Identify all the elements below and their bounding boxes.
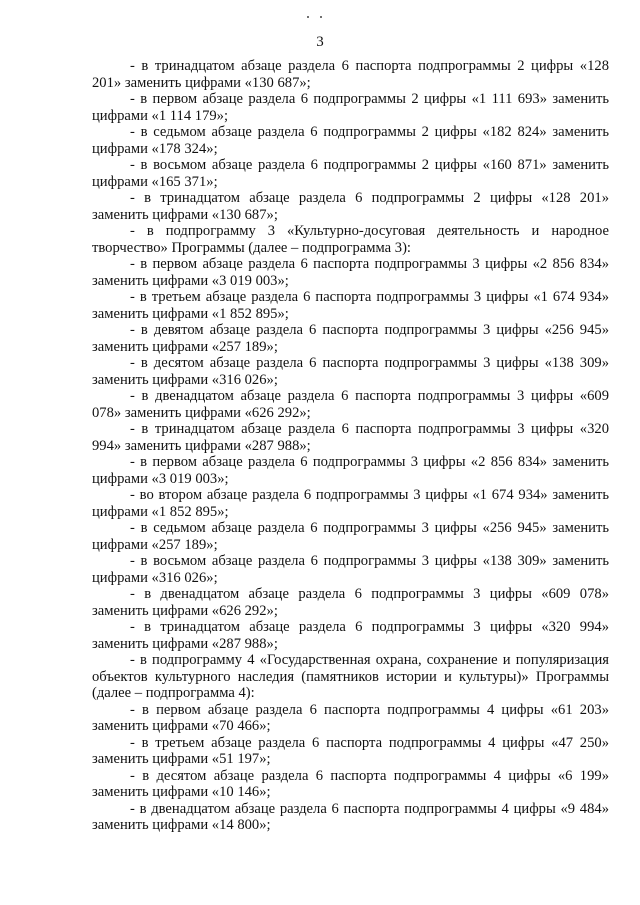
amendment-paragraph: - в седьмом абзаце раздела 6 подпрограммы 2 цифры «182 824» заменить цифрами «178 324»; [92, 124, 609, 157]
amendment-paragraph: - в третьем абзаце раздела 6 паспорта подпрограммы 4 цифры «47 250» заменить цифрами «51 197»; [92, 734, 609, 767]
amendment-paragraph: - в первом абзаце раздела 6 подпрограммы 3 цифры «2 856 834» заменить цифрами «3 019 003»; [92, 454, 609, 487]
amendment-paragraph: - в десятом абзаце раздела 6 паспорта подпрограммы 3 цифры «138 309» заменить цифрами «316 026»; [92, 355, 609, 388]
amendment-paragraph: - во втором абзаце раздела 6 подпрограммы 3 цифры «1 674 934» заменить цифрами «1 852 895»; [92, 487, 609, 520]
amendment-paragraph: - в двенадцатом абзаце раздела 6 подпрограммы 3 цифры «609 078» заменить цифрами «626 292»; [92, 586, 609, 619]
scan-speck [307, 16, 309, 18]
page-number: 3 [316, 34, 324, 50]
amendment-paragraph: - в третьем абзаце раздела 6 паспорта подпрограммы 3 цифры «1 674 934» заменить цифрами «1 852 895»; [92, 289, 609, 322]
amendment-paragraph: - в восьмом абзаце раздела 6 подпрограммы 2 цифры «160 871» заменить цифрами «165 371»; [92, 157, 609, 190]
amendment-paragraph: - в тринадцатом абзаце раздела 6 паспорта подпрограммы 3 цифры «320 994» заменить цифрами «287 988»; [92, 421, 609, 454]
subprogram-heading: - в подпрограмму 4 «Государственная охрана, сохранение и популяризация объектов культурного наследия (памятников истории и культуры)» Программы (далее – подпрограмма 4): [92, 652, 609, 701]
amendment-paragraph: - в тринадцатом абзаце раздела 6 подпрограммы 3 цифры «320 994» заменить цифрами «287 988»; [92, 619, 609, 652]
amendment-paragraph: - в первом абзаце раздела 6 паспорта подпрограммы 3 цифры «2 856 834» заменить цифрами «3 019 003»; [92, 256, 609, 289]
amendment-paragraph: - в тринадцатом абзаце раздела 6 паспорта подпрограммы 2 цифры «128 201» заменить цифрами «130 687»; [92, 58, 609, 91]
document-body [92, 58, 609, 834]
amendment-paragraph: - в седьмом абзаце раздела 6 подпрограммы 3 цифры «256 945» заменить цифрами «257 189»; [92, 520, 609, 553]
amendment-paragraph: - в восьмом абзаце раздела 6 подпрограммы 3 цифры «138 309» заменить цифрами «316 026»; [92, 553, 609, 586]
amendment-paragraph: - в двенадцатом абзаце раздела 6 паспорта подпрограммы 4 цифры «9 484» заменить цифрами «14 800»; [92, 800, 609, 833]
amendment-paragraph: - в тринадцатом абзаце раздела 6 подпрограммы 2 цифры «128 201» заменить цифрами «130 687»; [92, 190, 609, 223]
amendment-paragraph: - в двенадцатом абзаце раздела 6 паспорта подпрограммы 3 цифры «609 078» заменить цифрами «626 292»; [92, 388, 609, 421]
amendment-paragraph: - в первом абзаце раздела 6 паспорта подпрограммы 4 цифры «61 203» заменить цифрами «70 466»; [92, 701, 609, 734]
amendment-paragraph: - в первом абзаце раздела 6 подпрограммы 2 цифры «1 111 693» заменить цифрами «1 114 179»; [92, 91, 609, 124]
scan-speck [320, 16, 322, 18]
amendment-paragraph: - в десятом абзаце раздела 6 паспорта подпрограммы 4 цифры «6 199» заменить цифрами «10 146»; [92, 767, 609, 800]
amendment-paragraph: - в девятом абзаце раздела 6 паспорта подпрограммы 3 цифры «256 945» заменить цифрами «257 189»; [92, 322, 609, 355]
subprogram-heading: - в подпрограмму 3 «Культурно-досуговая деятельность и народное творчество» Программы (далее – подпрограмма 3): [92, 223, 609, 256]
